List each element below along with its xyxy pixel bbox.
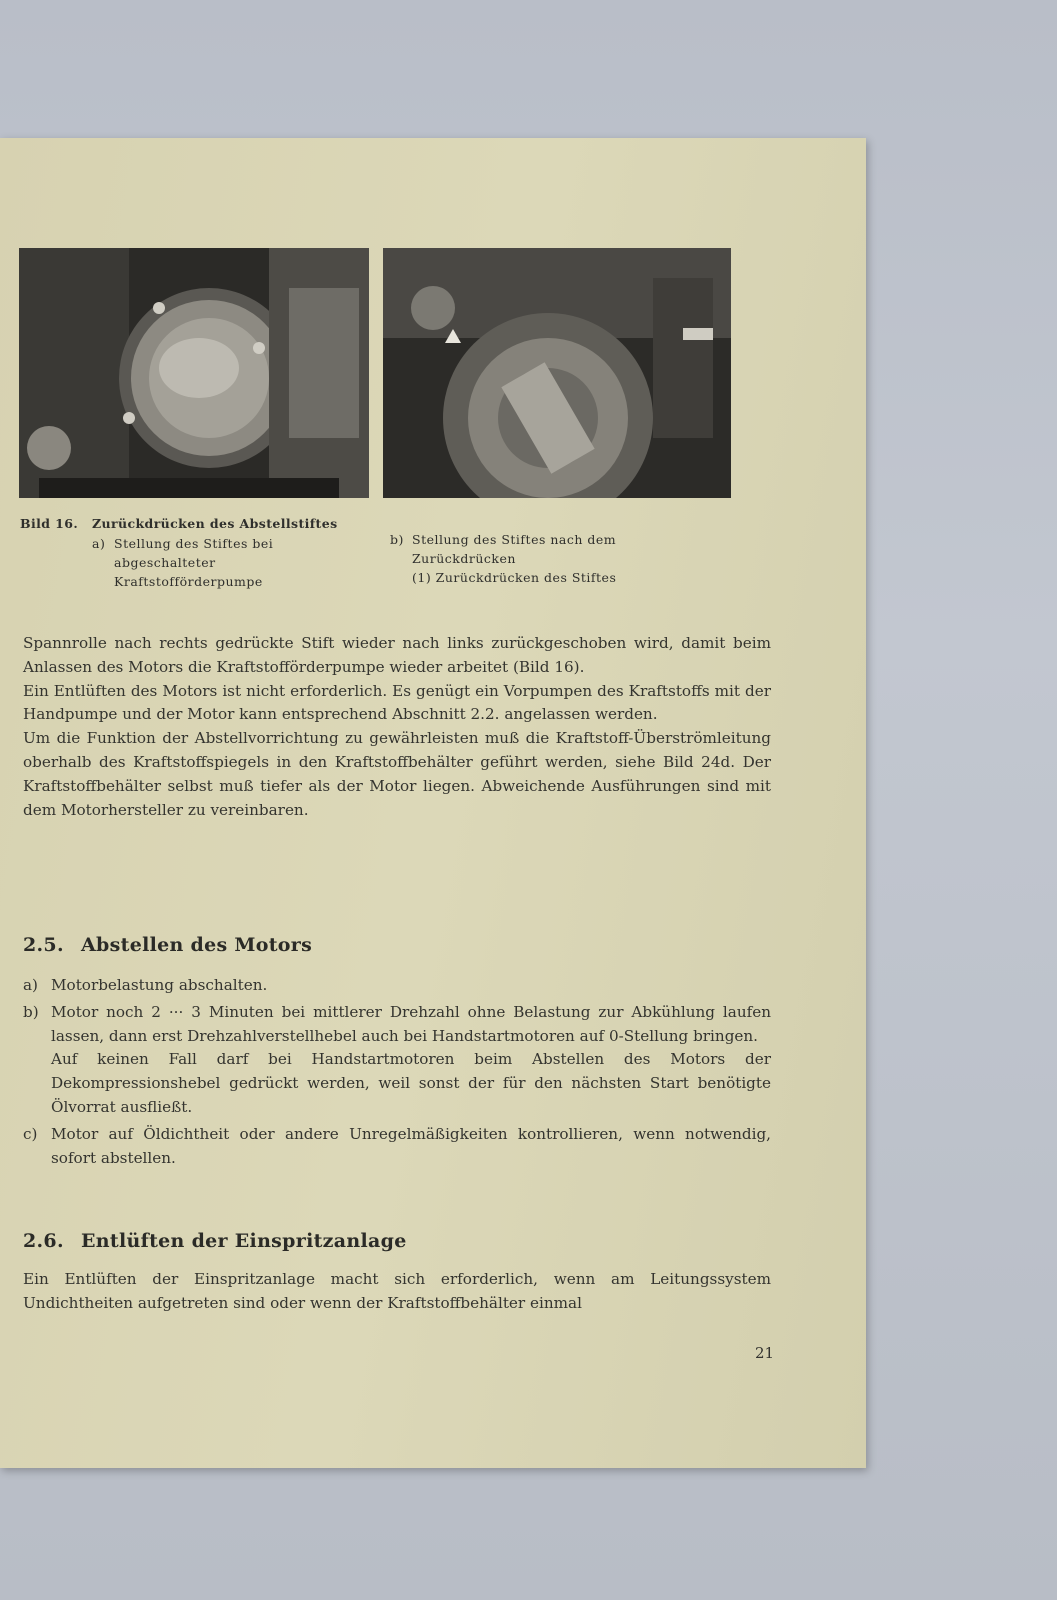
- section-title: Abstellen des Motors: [81, 934, 313, 956]
- list-item-label: b): [23, 1002, 39, 1021]
- figure-16b-photo: [383, 248, 731, 498]
- figure-caption-a: [92, 534, 362, 591]
- figure-16a-photo: [19, 248, 369, 498]
- section-2-6-text: [23, 1268, 771, 1316]
- page-number: 21: [755, 1344, 775, 1362]
- list-item: [23, 1001, 771, 1120]
- section-2-5-list: [23, 974, 771, 1170]
- intro-text: [23, 632, 771, 822]
- paragraph: Um die Funktion der Abstellvorrichtung zu gewährleisten muß die Kraftstoff-Überströmleitung oberhalb des Kraftstoffspiegels in den Kraftstoffbehälter geführt werden, siehe Bild 24d. Der Kraftstoffbehälter selbst muß tiefer als der Motor liegen. Abweichende Ausführungen sind mit dem Motorhersteller zu vereinbaren.: [23, 729, 771, 819]
- paragraph: Ein Entlüften des Motors ist nicht erforderlich. Es genügt ein Vorpumpen des Kraftstoffs mit der Handpumpe und der Motor kann entsprechend Abschnitt 2.2. angelassen werden.: [23, 681, 771, 724]
- section-title: Entlüften der Einspritzanlage: [81, 1230, 407, 1252]
- list-item-text: Motor auf Öldichtheit oder andere Unregelmäßigkeiten kontrollieren, wenn notwendig, sofort abstellen.: [51, 1124, 771, 1167]
- list-item-label: c): [23, 1124, 38, 1143]
- list-item: [23, 974, 771, 998]
- list-item-text: Auf keinen Fall darf bei Handstartmotoren beim Abstellen des Motors der Dekompressionshebel gedrückt werden, weil sonst der für den nächsten Start benötigte Ölvorrat ausfließt.: [51, 1050, 771, 1116]
- figure-title: Zurückdrücken des Abstellstiftes: [92, 516, 338, 531]
- list-item-text: Motor noch 2 ··· 3 Minuten bei mittlerer Drehzahl ohne Belastung zur Abkühlung laufen lassen, dann erst Drehzahlverstellhebel auch bei Handstartmotoren auf 0-Stellung bringen.: [51, 1002, 771, 1045]
- caption-b-note: (1) Zurückdrücken des Stiftes: [412, 570, 617, 585]
- figure-number: Bild 16.: [20, 516, 79, 531]
- section-number: 2.6.: [23, 1230, 64, 1252]
- section-number: 2.5.: [23, 934, 64, 956]
- list-item-label: a): [23, 976, 38, 994]
- book-page: [0, 138, 866, 1468]
- caption-b-label: b): [390, 532, 404, 547]
- list-item: [23, 1123, 771, 1171]
- caption-a-text: Stellung des Stiftes bei abgeschalteter Kraftstofförderpumpe: [114, 536, 274, 589]
- paragraph: Ein Entlüften der Einspritzanlage macht sich erforderlich, wenn am Leitungssystem Undichtheiten aufgetreten sind oder wenn der Kraftstoffbehälter einmal: [23, 1270, 771, 1312]
- section-heading-2-6: [23, 1230, 407, 1252]
- paragraph: Spannrolle nach rechts gedrückte Stift wieder nach links zurückgeschoben wird, damit beim Anlassen des Motors die Kraftstofförderpumpe wieder arbeitet (Bild 16).: [23, 634, 771, 676]
- caption-b-text: Stellung des Stiftes nach dem Zurückdrücken: [412, 532, 617, 566]
- caption-a-label: a): [92, 536, 106, 551]
- figure-caption-b: [390, 530, 680, 587]
- section-heading-2-5: [23, 934, 312, 956]
- list-item-text: Motorbelastung abschalten.: [51, 976, 268, 994]
- figure-caption-title: [20, 514, 338, 533]
